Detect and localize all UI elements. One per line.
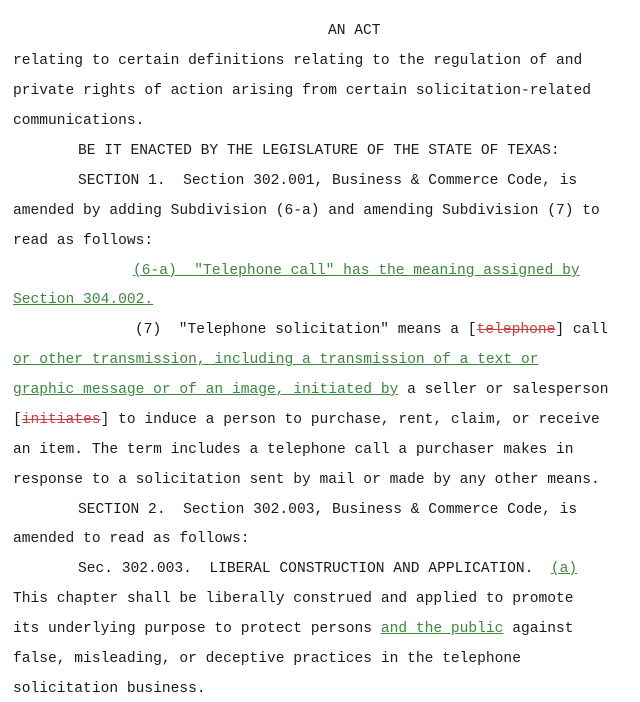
section-302-003-body: This chapter shall be liberally construed and applied to promote xyxy=(13,591,574,607)
subdivision-7-text: ] call xyxy=(555,322,608,338)
subdivision-7-line: an item. The term includes a telephone call a purchaser makes in xyxy=(13,442,574,458)
subdivision-7-text: [ xyxy=(13,412,22,428)
subdivision-7-text: (7) "Telephone solicitation" means a [ xyxy=(135,322,477,338)
inserted-subdivision-6a: Section 304.002. xyxy=(13,292,154,308)
section-1-intro: read as follows: xyxy=(13,233,154,249)
body-text: its underlying purpose to protect persons xyxy=(13,621,381,637)
section-302-003-body: false, misleading, or deceptive practices in the telephone xyxy=(13,651,521,667)
body-text: against xyxy=(503,621,574,637)
section-heading-text: Sec. 302.003. LIBERAL CONSTRUCTION AND APPLICATION. xyxy=(78,561,551,577)
deleted-text: initiates xyxy=(21,412,101,428)
inserted-subdivision-6a: (6-a) "Telephone call" has the meaning assigned by xyxy=(133,263,580,279)
subdivision-7-text: a seller or salesperson xyxy=(398,382,609,398)
subdivision-7-line xyxy=(135,320,608,340)
subdivision-7-line: response to a solicitation sent by mail or made by any other means. xyxy=(13,472,600,488)
act-heading: AN ACT xyxy=(328,23,381,39)
enacting-clause: BE IT ENACTED BY THE LEGISLATURE OF THE STATE OF TEXAS: xyxy=(78,143,560,159)
section-302-003-body xyxy=(13,619,574,639)
section-2-intro: amended to read as follows: xyxy=(13,531,250,547)
section-2-intro: SECTION 2. Section 302.003, Business & Commerce Code, is xyxy=(78,502,578,518)
inserted-text: and the public xyxy=(380,621,504,637)
deleted-text: telephone xyxy=(476,322,556,338)
caption-line: communications. xyxy=(13,113,145,129)
subdivision-7-line xyxy=(13,380,609,400)
section-1-intro: amended by adding Subdivision (6-a) and amending Subdivision (7) to xyxy=(13,203,600,219)
caption-line: private rights of action arising from certain solicitation-related xyxy=(13,83,592,99)
section-302-003-heading xyxy=(78,559,577,579)
section-1-intro: SECTION 1. Section 302.001, Business & Commerce Code, is xyxy=(78,173,578,189)
subdivision-7-line xyxy=(13,410,600,430)
section-302-003-body: solicitation business. xyxy=(13,681,206,697)
inserted-text: (a) xyxy=(550,561,578,577)
inserted-text: or other transmission, including a transmission of a text or xyxy=(13,352,539,368)
subdivision-7-text: ] to induce a person to purchase, rent, claim, or receive xyxy=(100,412,600,428)
caption-line: relating to certain definitions relating to the regulation of and xyxy=(13,53,583,69)
inserted-text: graphic message or of an image, initiated by xyxy=(13,382,399,398)
